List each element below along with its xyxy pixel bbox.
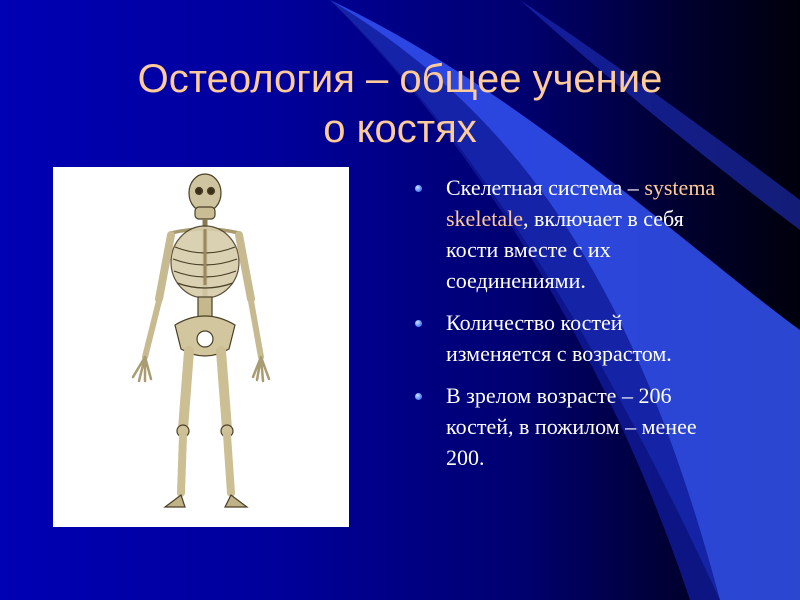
bullet-text: В зрелом возрасте – 206 костей, в пожилом – менее 200. [446,383,697,470]
slide-title-line-2: о костях [323,107,477,151]
slide-title [40,54,760,154]
bullet-icon [415,320,422,327]
bullet-icon [415,185,422,192]
slide-title-line-1: Остеология – общее учение [137,57,663,101]
bullet-icon [415,393,422,400]
list-item [413,307,733,369]
skeleton-icon [53,167,349,527]
bullet-list [413,172,733,484]
latin-term: systema skeletale [446,175,716,231]
bullet-text-after: , включает в себя кости вместе с их соединениями. [446,206,684,293]
bullet-text-before: Скелетная система – [446,175,639,200]
bullet-text: Количество костей изменяется с возрастом. [446,310,672,366]
list-item [413,380,733,473]
list-item [413,172,733,296]
skeleton-image [53,167,349,527]
